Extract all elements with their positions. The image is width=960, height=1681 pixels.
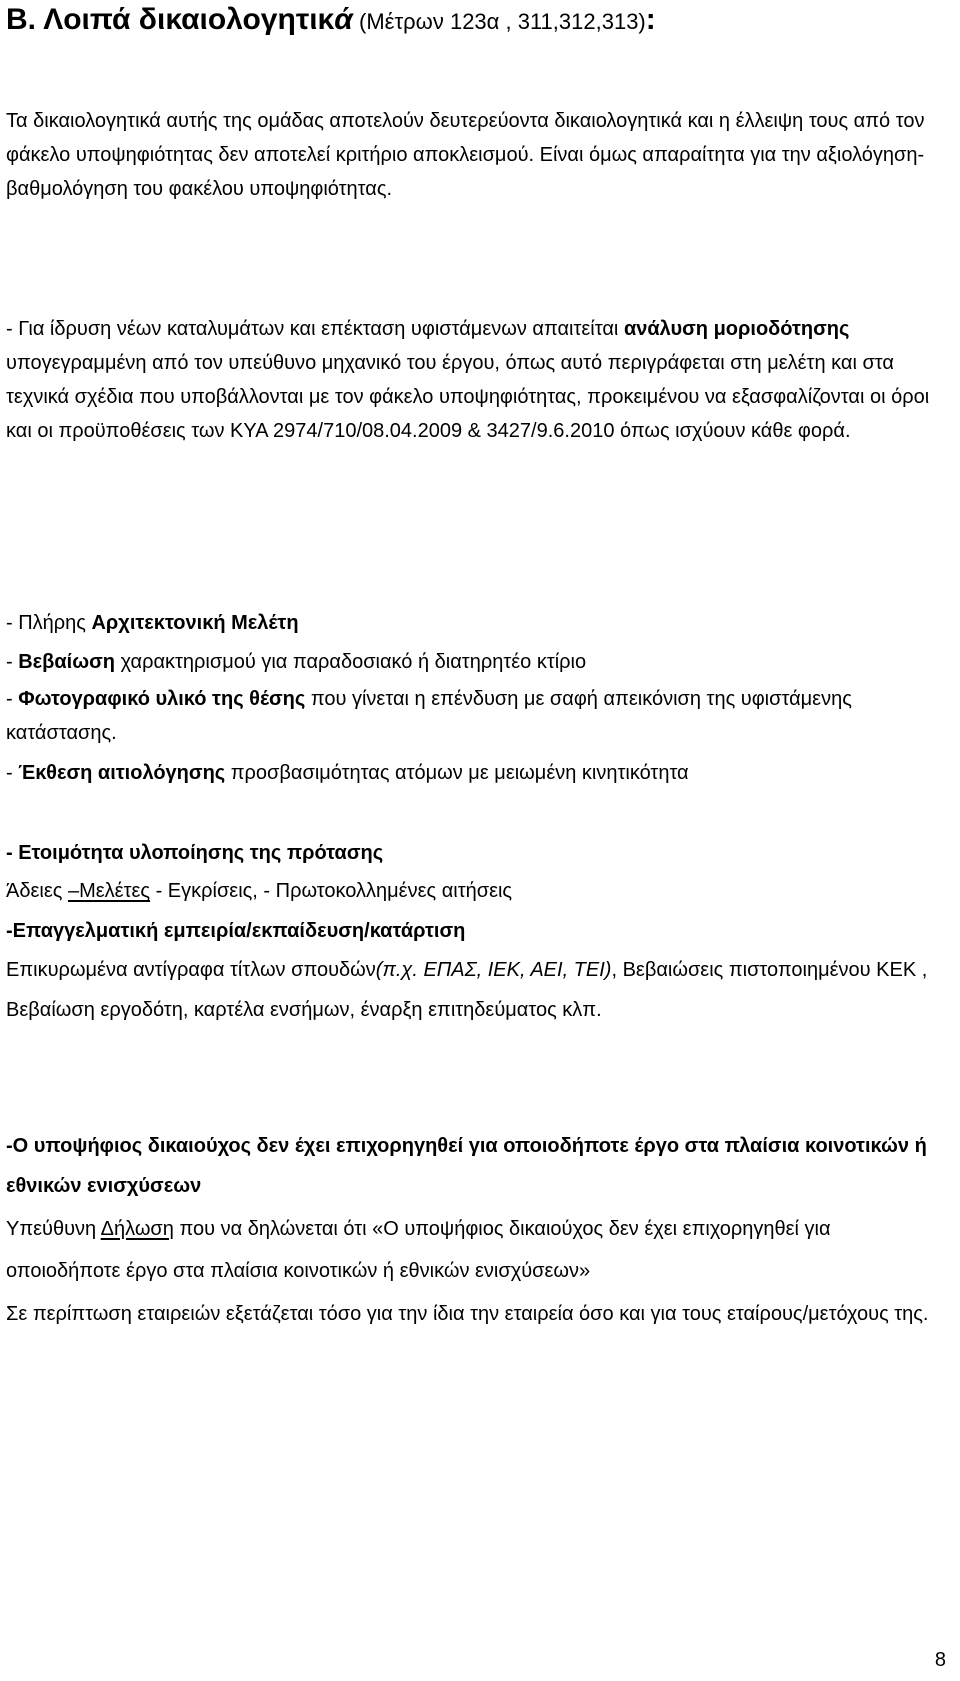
readiness-heading: - Ετοιμότητα υλοποίησης της πρότασης (6, 842, 384, 864)
readiness-permits (6, 874, 950, 908)
permits-pre: Άδειες (6, 880, 68, 902)
cert-pre: - (6, 651, 19, 673)
access-bold: Έκθεση αιτιολόγησης (18, 762, 226, 784)
certificate-item (6, 645, 950, 679)
arch-bold: Αρχιτεκτονική Μελέτη (91, 612, 299, 634)
arch-pre: - Πλήρης (6, 612, 92, 634)
analysis-bold: ανάλυση μοριοδότησης (623, 318, 850, 340)
exp-post: , Βεβαιώσεις πιστοποιημένου ΚΕΚ , Βεβαίωση εργοδότη, καρτέλα ενσήμων, έναρξη επιτηδεύματος κλπ. (6, 959, 928, 1021)
cert-post: χαρακτηρισμού για παραδοσιακό ή διατηρητέο κτίριο (115, 651, 587, 673)
exp-pre: Επικυρωμένα αντίγραφα τίτλων σπουδών (6, 959, 376, 981)
analysis-text-post: υπογεγραμμένη από τον υπεύθυνο μηχανικό του έργου, όπως αυτό περιγράφεται στη μελέτη και στα τεχνικά σχέδια που υποβάλλονται με τον φάκελο υποψηφιότητας, προκειμένου να εξασφαλίζονται οι όροι και οι προϋποθέσεις των ΚΥΑ 2974/710/08.04.2009 & 3427/9.6.2010 όπως ισχύουν κάθε φορά. (6, 352, 930, 442)
architectural-study-item (6, 606, 950, 640)
decl-pre: Υπεύθυνη (6, 1218, 101, 1240)
experience-heading: -Επαγγελματική εμπειρία/εκπαίδευση/κατάρτιση (6, 920, 466, 942)
permits-post: - Εγκρίσεις, - Πρωτοκολλημένες αιτήσεις (150, 880, 513, 902)
declaration-paragraph (6, 1208, 950, 1292)
decl-underlined: Δήλωση (100, 1218, 174, 1240)
access-post: προσβασιμότητας ατόμων με μειωμένη κινητικότητα (225, 762, 689, 784)
photo-post: που γίνεται η επένδυση με σαφή απεικόνιση της υφιστάμενης κατάστασης. (6, 688, 852, 744)
analysis-paragraph (6, 312, 950, 448)
experience-paragraph (6, 950, 950, 1030)
heading-colon: : (645, 3, 656, 36)
heading-main-text: Β. Λοιπά δικαιολογητικ (6, 3, 335, 36)
analysis-text-pre: - Για ίδρυση νέων καταλυμάτων και επέκταση υφιστάμενων απαιτείται (6, 318, 624, 340)
access-pre: - (6, 762, 19, 784)
cert-bold: Βεβαίωση (18, 651, 116, 673)
photo-bold: Φωτογραφικό υλικό της θέσης (18, 688, 306, 710)
photo-material-item (6, 682, 950, 750)
intro-paragraph: Τα δικαιολογητικά αυτής της ομάδας αποτελούν δευτερεύοντα δικαιολογητικά και η έλλειψη τους από τον φάκελο υποψηφιότητας δεν αποτελεί κριτήριο αποκλεισμού. Είναι όμως απαραίτητα για την αξιολόγηση-βαθμολόγηση του φακέλου υποψηφιότητας. (6, 110, 925, 200)
heading-main-italic: ά (334, 3, 353, 36)
page-number: 8 (934, 1649, 946, 1671)
heading-measures: (Μέτρων 123α , 311,312,313) (352, 9, 646, 34)
exp-italic: (π.χ. ΕΠΑΣ, ΙΕΚ, ΑΕΙ, ΤΕΙ) (375, 959, 612, 981)
companies-paragraph: Σε περίπτωση εταιρειών εξετάζεται τόσο για την ίδια την εταιρεία όσο και για τους εταίρους/μετόχους της. (6, 1303, 929, 1325)
heading-main (6, 3, 353, 36)
accessibility-item (6, 756, 950, 790)
photo-pre: - (6, 688, 19, 710)
decl-post: που να δηλώνεται ότι «Ο υποψήφιος δικαιούχος δεν έχει επιχορηγηθεί για οποιοδήποτε έργο στα πλαίσια κοινοτικών ή εθνικών ενισχύσεων» (6, 1218, 831, 1282)
funding-heading: -Ο υποψήφιος δικαιούχος δεν έχει επιχορηγηθεί για οποιοδήποτε έργο στα πλαίσια κοινοτικών ή εθνικών ενισχύσεων (6, 1135, 927, 1197)
permits-underlined: –Μελέτες (67, 880, 151, 902)
section-heading (6, 2, 656, 40)
